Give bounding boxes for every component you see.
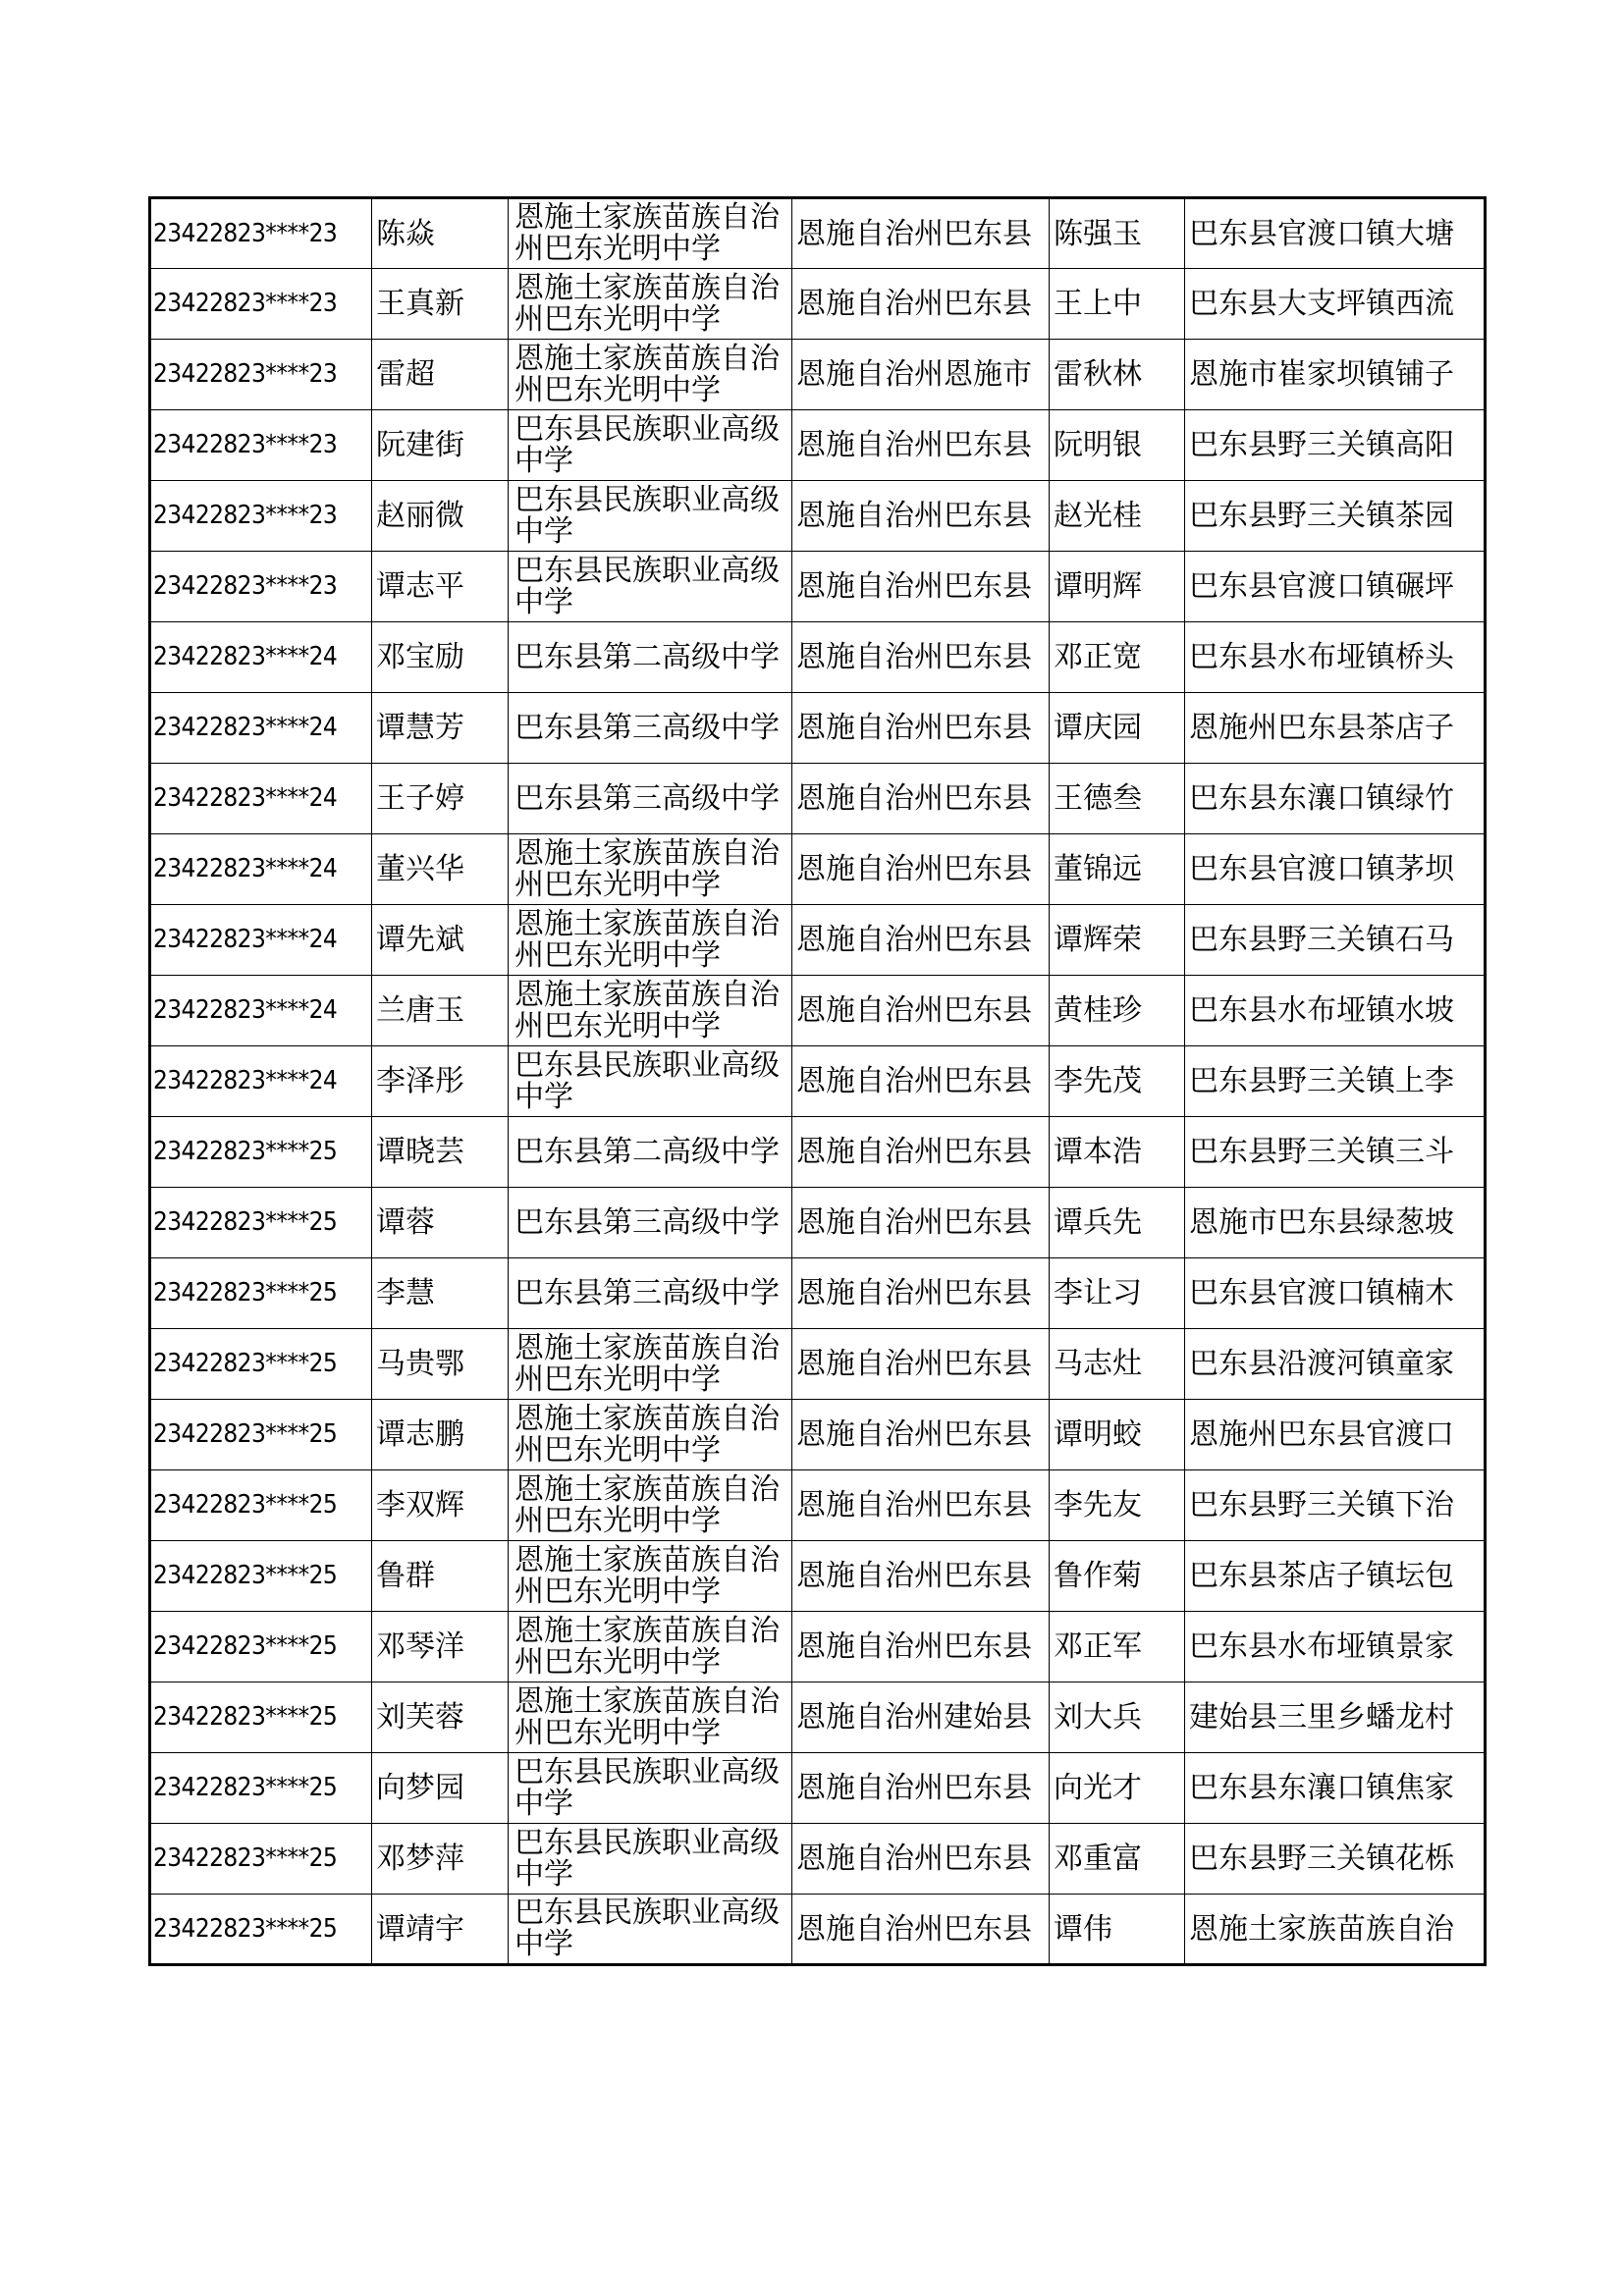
- table-row: [150, 976, 1486, 1046]
- school-line: 中学: [514, 1079, 573, 1114]
- school-line: 中学: [514, 1856, 573, 1892]
- id-cell: 23422823****23: [150, 340, 372, 410]
- guardian-cell: 李先茂: [1050, 1046, 1185, 1117]
- id-cell: 23422823****23: [150, 410, 372, 481]
- id-cell: 23422823****24: [150, 976, 372, 1046]
- name-cell: 谭晓芸: [372, 1117, 509, 1188]
- guardian-cell: 邓重富: [1050, 1824, 1185, 1895]
- school-line: 州巴东光明中学: [514, 1715, 721, 1750]
- id-cell: 23422823****23: [150, 481, 372, 552]
- address-cell: 建始县三里乡蟠龙村: [1185, 1682, 1486, 1753]
- address-cell: 巴东县水布垭镇景家: [1185, 1612, 1486, 1682]
- region-cell: 恩施自治州巴东县: [792, 552, 1050, 622]
- school-cell: [509, 693, 792, 764]
- guardian-cell: 雷秋林: [1050, 340, 1185, 410]
- school-line: 州巴东光明中学: [514, 1362, 721, 1397]
- name-cell: 陈焱: [372, 198, 509, 269]
- id-cell: 23422823****23: [150, 552, 372, 622]
- school-cell: [509, 834, 792, 905]
- name-cell: 谭志鹏: [372, 1400, 509, 1470]
- region-cell: 恩施自治州巴东县: [792, 976, 1050, 1046]
- address-cell: 巴东县野三关镇石马: [1185, 905, 1486, 976]
- name-cell: 李双辉: [372, 1470, 509, 1541]
- guardian-cell: 李先友: [1050, 1470, 1185, 1541]
- region-cell: 恩施自治州巴东县: [792, 1400, 1050, 1470]
- id-cell: 23422823****25: [150, 1470, 372, 1541]
- table-row: [150, 340, 1486, 410]
- name-cell: 阮建街: [372, 410, 509, 481]
- school-line: 中学: [514, 1786, 573, 1821]
- school-cell: [509, 1612, 792, 1682]
- id-cell: 23422823****23: [150, 269, 372, 340]
- region-cell: 恩施自治州巴东县: [792, 481, 1050, 552]
- school-line: 中学: [514, 443, 573, 478]
- region-cell: 恩施自治州巴东县: [792, 1470, 1050, 1541]
- table-body: [150, 198, 1486, 1965]
- school-cell: [509, 764, 792, 834]
- guardian-cell: 向光才: [1050, 1753, 1185, 1824]
- address-cell: 巴东县大支坪镇西流: [1185, 269, 1486, 340]
- school-line: 州巴东光明中学: [514, 1432, 721, 1468]
- school-cell: [509, 1400, 792, 1470]
- guardian-cell: 马志灶: [1050, 1329, 1185, 1400]
- guardian-cell: 阮明银: [1050, 410, 1185, 481]
- address-cell: 巴东县野三关镇花栎: [1185, 1824, 1486, 1895]
- table-row: [150, 1824, 1486, 1895]
- school-line: 州巴东光明中学: [514, 301, 721, 337]
- region-cell: 恩施自治州巴东县: [792, 1612, 1050, 1682]
- school-cell: [509, 1188, 792, 1258]
- id-cell: 23422823****24: [150, 622, 372, 693]
- name-cell: 雷超: [372, 340, 509, 410]
- school-line: 恩施土家族苗族自治: [514, 341, 780, 376]
- table-row: [150, 1117, 1486, 1188]
- id-cell: 23422823****25: [150, 1824, 372, 1895]
- id-cell: 23422823****24: [150, 693, 372, 764]
- table-row: [150, 552, 1486, 622]
- id-cell: 23422823****25: [150, 1753, 372, 1824]
- table-row: [150, 410, 1486, 481]
- name-cell: 李泽彤: [372, 1046, 509, 1117]
- school-line: 巴东县民族职业高级: [514, 411, 780, 447]
- school-line: 州巴东光明中学: [514, 937, 721, 973]
- guardian-cell: 王德叁: [1050, 764, 1185, 834]
- id-cell: 23422823****25: [150, 1329, 372, 1400]
- guardian-cell: 谭明辉: [1050, 552, 1185, 622]
- id-cell: 23422823****25: [150, 1400, 372, 1470]
- school-line: 中学: [514, 1927, 573, 1961]
- table-row: [150, 622, 1486, 693]
- address-cell: 恩施市崔家坝镇铺子: [1185, 340, 1486, 410]
- id-cell: 23422823****24: [150, 834, 372, 905]
- region-cell: 恩施自治州巴东县: [792, 834, 1050, 905]
- table-row: [150, 1258, 1486, 1329]
- table-row: [150, 905, 1486, 976]
- school-cell: [509, 1895, 792, 1965]
- school-cell: [509, 552, 792, 622]
- region-cell: 恩施自治州建始县: [792, 1682, 1050, 1753]
- table-row: [150, 1188, 1486, 1258]
- school-cell: [509, 1117, 792, 1188]
- name-cell: 王真新: [372, 269, 509, 340]
- name-cell: 谭先斌: [372, 905, 509, 976]
- id-cell: 23422823****24: [150, 1046, 372, 1117]
- table-row: [150, 481, 1486, 552]
- school-line: 州巴东光明中学: [514, 1574, 721, 1609]
- school-line: 恩施土家族苗族自治: [514, 1613, 780, 1648]
- school-line: 恩施土家族苗族自治: [514, 200, 780, 235]
- table-row: [150, 269, 1486, 340]
- guardian-cell: 鲁作菊: [1050, 1541, 1185, 1612]
- address-cell: 巴东县官渡口镇茅坝: [1185, 834, 1486, 905]
- school-line: 巴东县第三高级中学: [514, 710, 780, 745]
- name-cell: 邓琴洋: [372, 1612, 509, 1682]
- school-line: 恩施土家族苗族自治: [514, 977, 780, 1012]
- school-line: 中学: [514, 513, 573, 549]
- table-row: [150, 1753, 1486, 1824]
- name-cell: 谭靖宇: [372, 1895, 509, 1965]
- address-cell: 巴东县野三关镇上李: [1185, 1046, 1486, 1117]
- address-cell: 巴东县官渡口镇碾坪: [1185, 552, 1486, 622]
- school-cell: [509, 1682, 792, 1753]
- region-cell: 恩施自治州巴东县: [792, 1046, 1050, 1117]
- school-line: 巴东县第三高级中学: [514, 1204, 780, 1240]
- school-cell: [509, 1329, 792, 1400]
- table-row: [150, 1895, 1486, 1965]
- school-line: 州巴东光明中学: [514, 372, 721, 407]
- school-cell: [509, 622, 792, 693]
- address-cell: 巴东县东瀼口镇绿竹: [1185, 764, 1486, 834]
- address-cell: 巴东县野三关镇茶园: [1185, 481, 1486, 552]
- name-cell: 董兴华: [372, 834, 509, 905]
- guardian-cell: 邓正军: [1050, 1612, 1185, 1682]
- region-cell: 恩施自治州恩施市: [792, 340, 1050, 410]
- name-cell: 邓梦萍: [372, 1824, 509, 1895]
- student-table: [148, 196, 1487, 1966]
- school-line: 中学: [514, 584, 573, 619]
- id-cell: 23422823****25: [150, 1895, 372, 1965]
- school-cell: [509, 269, 792, 340]
- guardian-cell: 谭本浩: [1050, 1117, 1185, 1188]
- school-line: 恩施土家族苗族自治: [514, 906, 780, 941]
- id-cell: 23422823****23: [150, 198, 372, 269]
- address-cell: 恩施土家族苗族自治: [1185, 1895, 1486, 1965]
- school-cell: [509, 340, 792, 410]
- address-cell: 恩施州巴东县茶店子: [1185, 693, 1486, 764]
- address-cell: 巴东县茶店子镇坛包: [1185, 1541, 1486, 1612]
- id-cell: 23422823****25: [150, 1541, 372, 1612]
- table-row: [150, 1329, 1486, 1400]
- school-cell: [509, 481, 792, 552]
- address-cell: 巴东县沿渡河镇童家: [1185, 1329, 1486, 1400]
- school-cell: [509, 1470, 792, 1541]
- address-cell: 巴东县官渡口镇楠木: [1185, 1258, 1486, 1329]
- address-cell: 巴东县野三关镇高阳: [1185, 410, 1486, 481]
- guardian-cell: 董锦远: [1050, 834, 1185, 905]
- school-cell: [509, 410, 792, 481]
- table-row: [150, 693, 1486, 764]
- id-cell: 23422823****25: [150, 1117, 372, 1188]
- name-cell: 谭志平: [372, 552, 509, 622]
- guardian-cell: 谭兵先: [1050, 1188, 1185, 1258]
- address-cell: 恩施州巴东县官渡口: [1185, 1400, 1486, 1470]
- address-cell: 巴东县水布垭镇桥头: [1185, 622, 1486, 693]
- table-row: [150, 764, 1486, 834]
- guardian-cell: 邓正宽: [1050, 622, 1185, 693]
- id-cell: 23422823****25: [150, 1612, 372, 1682]
- region-cell: 恩施自治州巴东县: [792, 1329, 1050, 1400]
- id-cell: 23422823****25: [150, 1258, 372, 1329]
- school-line: 恩施土家族苗族自治: [514, 1471, 780, 1507]
- id-cell: 23422823****24: [150, 905, 372, 976]
- address-cell: 恩施市巴东县绿葱坡: [1185, 1188, 1486, 1258]
- school-cell: [509, 198, 792, 269]
- school-line: 州巴东光明中学: [514, 232, 721, 266]
- school-line: 巴东县民族职业高级: [514, 1896, 780, 1930]
- school-line: 巴东县第二高级中学: [514, 639, 780, 674]
- school-line: 州巴东光明中学: [514, 867, 721, 902]
- school-line: 巴东县第二高级中学: [514, 1134, 780, 1169]
- region-cell: 恩施自治州巴东县: [792, 1824, 1050, 1895]
- id-cell: 23422823****25: [150, 1682, 372, 1753]
- guardian-cell: 刘大兵: [1050, 1682, 1185, 1753]
- school-line: 恩施土家族苗族自治: [514, 835, 780, 871]
- table-row: [150, 834, 1486, 905]
- school-line: 恩施土家族苗族自治: [514, 1542, 780, 1577]
- address-cell: 巴东县官渡口镇大塘: [1185, 198, 1486, 269]
- address-cell: 巴东县野三关镇三斗: [1185, 1117, 1486, 1188]
- school-line: 巴东县民族职业高级: [514, 1825, 780, 1860]
- table-row: [150, 1682, 1486, 1753]
- school-line: 州巴东光明中学: [514, 1008, 721, 1043]
- name-cell: 向梦园: [372, 1753, 509, 1824]
- guardian-cell: 赵光桂: [1050, 481, 1185, 552]
- school-line: 巴东县第三高级中学: [514, 780, 780, 816]
- guardian-cell: 谭明蛟: [1050, 1400, 1185, 1470]
- school-cell: [509, 1541, 792, 1612]
- region-cell: 恩施自治州巴东县: [792, 693, 1050, 764]
- school-cell: [509, 976, 792, 1046]
- guardian-cell: 谭庆园: [1050, 693, 1185, 764]
- school-cell: [509, 1046, 792, 1117]
- address-cell: 巴东县东瀼口镇焦家: [1185, 1753, 1486, 1824]
- region-cell: 恩施自治州巴东县: [792, 764, 1050, 834]
- school-line: 州巴东光明中学: [514, 1503, 721, 1538]
- school-line: 巴东县民族职业高级: [514, 482, 780, 517]
- guardian-cell: 谭辉荣: [1050, 905, 1185, 976]
- address-cell: 巴东县水布垭镇水坡: [1185, 976, 1486, 1046]
- school-cell: [509, 1824, 792, 1895]
- region-cell: 恩施自治州巴东县: [792, 1117, 1050, 1188]
- region-cell: 恩施自治州巴东县: [792, 622, 1050, 693]
- table-row: [150, 1470, 1486, 1541]
- name-cell: 谭慧芳: [372, 693, 509, 764]
- school-line: 恩施土家族苗族自治: [514, 1330, 780, 1365]
- table-row: [150, 1400, 1486, 1470]
- name-cell: 李慧: [372, 1258, 509, 1329]
- region-cell: 恩施自治州巴东县: [792, 269, 1050, 340]
- table-row: [150, 198, 1486, 269]
- school-line: 巴东县民族职业高级: [514, 1047, 780, 1083]
- school-line: 巴东县民族职业高级: [514, 553, 780, 588]
- id-cell: 23422823****24: [150, 764, 372, 834]
- school-line: 巴东县民族职业高级: [514, 1754, 780, 1789]
- region-cell: 恩施自治州巴东县: [792, 1258, 1050, 1329]
- region-cell: 恩施自治州巴东县: [792, 1188, 1050, 1258]
- school-line: 州巴东光明中学: [514, 1644, 721, 1680]
- school-line: 恩施土家族苗族自治: [514, 1401, 780, 1436]
- address-cell: 巴东县野三关镇下治: [1185, 1470, 1486, 1541]
- table-row: [150, 1612, 1486, 1682]
- region-cell: 恩施自治州巴东县: [792, 410, 1050, 481]
- region-cell: 恩施自治州巴东县: [792, 198, 1050, 269]
- id-cell: 23422823****25: [150, 1188, 372, 1258]
- school-line: 恩施土家族苗族自治: [514, 270, 780, 305]
- region-cell: 恩施自治州巴东县: [792, 1753, 1050, 1824]
- region-cell: 恩施自治州巴东县: [792, 905, 1050, 976]
- name-cell: 刘芙蓉: [372, 1682, 509, 1753]
- school-line: 恩施土家族苗族自治: [514, 1683, 780, 1719]
- name-cell: 兰唐玉: [372, 976, 509, 1046]
- name-cell: 赵丽微: [372, 481, 509, 552]
- region-cell: 恩施自治州巴东县: [792, 1541, 1050, 1612]
- name-cell: 鲁群: [372, 1541, 509, 1612]
- name-cell: 邓宝励: [372, 622, 509, 693]
- guardian-cell: 李让习: [1050, 1258, 1185, 1329]
- school-cell: [509, 1753, 792, 1824]
- guardian-cell: 王上中: [1050, 269, 1185, 340]
- region-cell: 恩施自治州巴东县: [792, 1895, 1050, 1965]
- school-cell: [509, 905, 792, 976]
- table-row: [150, 1046, 1486, 1117]
- guardian-cell: 陈强玉: [1050, 198, 1185, 269]
- school-line: 巴东县第三高级中学: [514, 1275, 780, 1310]
- name-cell: 王子婷: [372, 764, 509, 834]
- guardian-cell: 谭伟: [1050, 1895, 1185, 1965]
- guardian-cell: 黄桂珍: [1050, 976, 1185, 1046]
- school-cell: [509, 1258, 792, 1329]
- table-row: [150, 1541, 1486, 1612]
- name-cell: 谭蓉: [372, 1188, 509, 1258]
- name-cell: 马贵鄂: [372, 1329, 509, 1400]
